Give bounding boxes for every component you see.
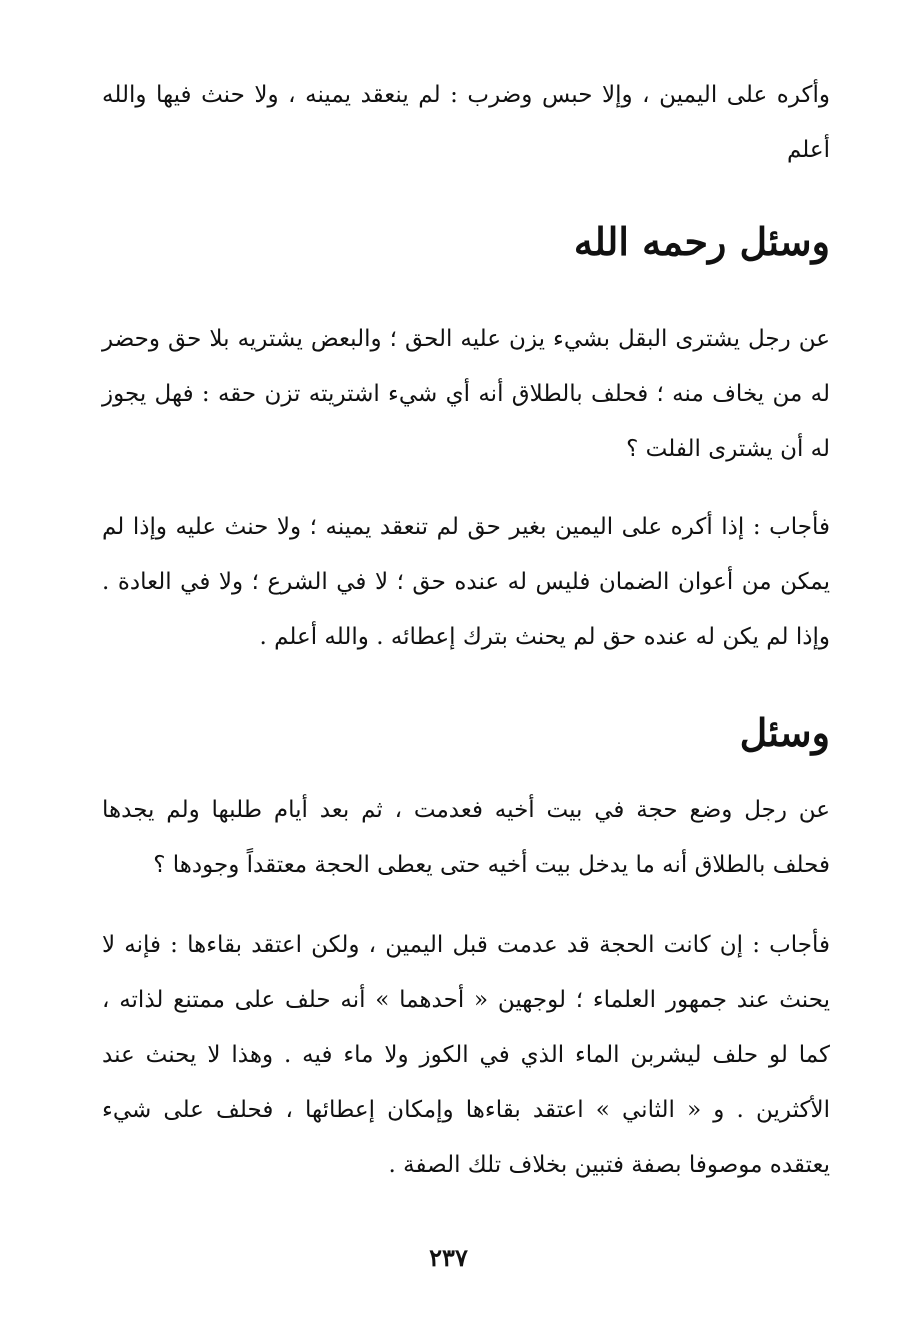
section-2-heading: وسئل [739,710,830,755]
section-1-answer: فأجاب : إذا أكره على اليمين بغير حق لم تنعقد يمينه ؛ ولا حنث عليه وإذا لم يمكن من أعوان الضمان فليس له عنده حق ؛ لا في الشرع ؛ ولا في العادة . وإذا لم يكن له عنده حق لم يحنث بترك إعطائه . والله أعلم . [102,514,830,650]
section-1-question: عن رجل يشترى البقل بشيء يزن عليه الحق ؛ والبعض يشتريه بلا حق وحضر له من يخاف منه ؛ فحلف بالطلاق أنه أي شيء اشتريته تزن حقه : فهل يجوز له أن يشترى الفلت ؟ [102,326,830,462]
intro-paragraph: وأكره على اليمين ، وإلا حبس وضرب : لم ينعقد يمينه ، ولا حنث فيها والله أعلم [102,82,830,163]
section-2-answer: فأجاب : إن كانت الحجة قد عدمت قبل اليمين ، ولكن اعتقد بقاءها : فإنه لا يحنث عند جمهور العلماء ؛ لوجهين « أحدهما » أنه حلف على ممتنع لذاته ، كما لو حلف ليشربن الماء الذي في الكوز ولا ماء فيه . وهذا لا يحنث عند الأكثرين . و « الثاني » اعتقد بقاءها وإمكان إعطائها ، فحلف على شيء يعتقده موصوفا بصفة فتبين بخلاف تلك الصفة . [102,932,830,1178]
section-1-heading: وسئل رحمه الله [573,219,830,264]
page-number: ٢٣٧ [429,1243,468,1272]
section-2-question: عن رجل وضع حجة في بيت أخيه فعدمت ، ثم بعد أيام طلبها ولم يجدها فحلف بالطلاق أنه ما يدخل بيت أخيه حتى يعطى الحجة معتقداً وجودها ؟ [102,797,830,878]
